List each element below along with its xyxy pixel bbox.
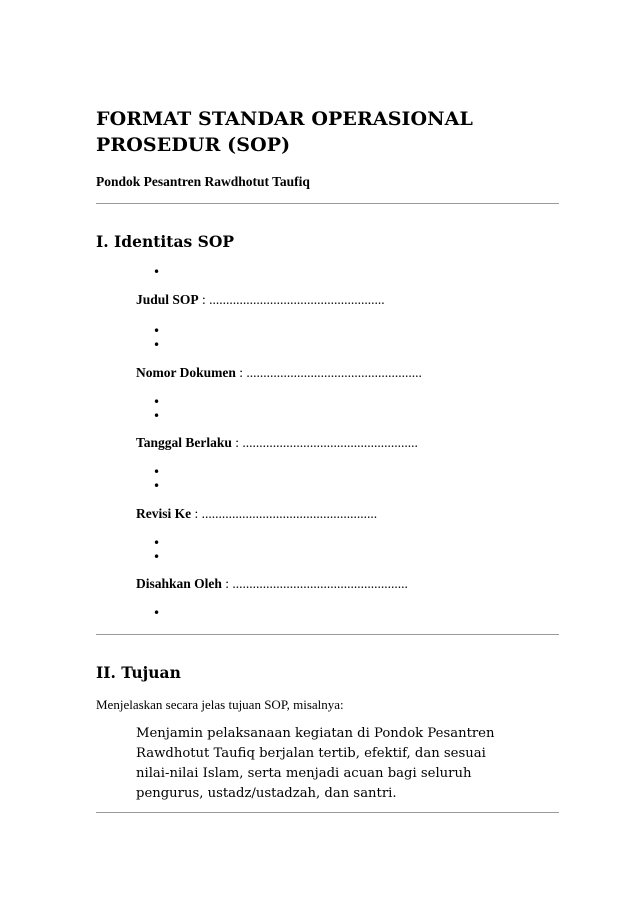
field-label: Nomor Dokumen	[136, 365, 236, 380]
tujuan-body-paragraph: Menjamin pelaksanaan kegiatan di Pondok Pesantren Rawdhotut Taufiq berjalan tertib, efektif, dan sesuai nilai-nilai Islam, serta menjadi acuan bagi seluruh pengurus, ustadz/ustadzah, dan santri.	[136, 726, 495, 801]
field-revisi-ke	[136, 506, 377, 522]
field-label: Tanggal Berlaku	[136, 435, 232, 450]
section-heading-tujuan: II. Tujuan	[96, 663, 181, 682]
field-value: ....................................................	[242, 435, 418, 450]
field-separator: :	[191, 506, 202, 521]
list-bullet: •	[153, 550, 161, 564]
field-value: ....................................................	[201, 506, 378, 521]
field-value: ....................................................	[232, 576, 408, 591]
field-separator: :	[221, 576, 233, 591]
field-disahkan-oleh	[136, 576, 408, 592]
list-bullet: •	[153, 409, 161, 423]
list-bullet: •	[153, 479, 161, 493]
list-bullet: •	[153, 324, 161, 338]
divider	[96, 203, 559, 204]
section-heading-identitas: I. Identitas SOP	[96, 232, 234, 251]
field-nomor-dokumen	[136, 365, 422, 381]
field-tanggal-berlaku	[136, 435, 418, 451]
field-judul-sop	[136, 292, 385, 308]
field-label: Revisi Ke	[136, 506, 192, 521]
field-label: Disahkan Oleh	[136, 576, 222, 591]
divider	[96, 812, 559, 813]
document-subtitle: Pondok Pesantren Rawdhotut Taufiq	[96, 174, 310, 189]
list-bullet: •	[153, 536, 161, 550]
list-bullet: •	[153, 338, 161, 352]
list-bullet: •	[153, 265, 161, 279]
list-bullet: •	[153, 395, 161, 409]
field-separator: :	[198, 292, 210, 307]
field-separator: :	[231, 435, 243, 450]
divider	[96, 634, 559, 635]
tujuan-intro: Menjelaskan secara jelas tujuan SOP, misalnya:	[96, 697, 344, 712]
field-value: ....................................................	[246, 365, 422, 380]
document-title: FORMAT STANDAR OPERASIONAL PROSEDUR (SOP)	[96, 108, 473, 156]
list-bullet: •	[153, 606, 161, 620]
field-separator: :	[235, 365, 247, 380]
field-value: ....................................................	[209, 292, 385, 307]
field-label: Judul SOP	[136, 292, 199, 307]
list-bullet: •	[153, 465, 161, 479]
